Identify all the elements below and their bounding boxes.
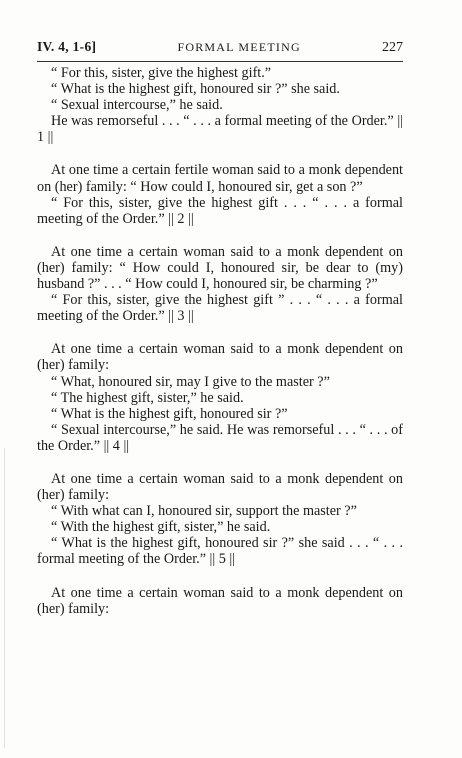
paragraph: At one time a certain woman said to a monk dependent on (her) family: (37, 470, 403, 504)
running-header (37, 38, 403, 57)
paragraph: “ What, honoured sir, may I give to the master ?” (51, 373, 330, 390)
paragraph: At one time a certain woman said to a monk dependent on (her) family: (37, 584, 403, 617)
paragraph: He was remorseful . . . “ . . . a formal meeting of the Order.” || 1 || (37, 113, 403, 146)
paragraph: “ Sexual intercourse,” he said. He was remorseful . . . “ . . . of the Order.” || 4 || (37, 421, 403, 454)
paragraph: At one time a certain woman said to a monk dependent on (her) family: (37, 341, 403, 374)
page (37, 38, 403, 617)
paragraph-gap (37, 324, 403, 341)
header-rule (37, 61, 403, 62)
paragraph: “ With the highest gift, sister,” he said. (51, 519, 271, 536)
paragraph: “ For this, sister, give the highest gift ” . . . “ . . . a formal meeting of the Order.” || 3 || (37, 292, 403, 325)
paragraph-gap (37, 145, 403, 162)
paragraph-gap (37, 454, 403, 471)
paragraph-gap (37, 227, 403, 244)
paragraph: “ For this, sister, give the highest gift.” (51, 65, 272, 81)
paragraph: “ The highest gift, sister,” he said. (51, 389, 244, 406)
paragraph: “ What is the highest gift, honoured sir ?” she said. (51, 81, 340, 98)
paragraph: At one time a certain fertile woman said to a monk dependent on (her) family: “ How could I, honoured sir, get a son ?” (37, 162, 403, 195)
paragraph: “ What is the highest gift, honoured sir ?” she said . . . “ . . . formal meeting of the Order.” || 5 || (37, 535, 403, 568)
paragraph-gap (37, 568, 403, 585)
running-title: FORMAL MEETING (177, 40, 301, 54)
section-reference: IV. 4, 1-6] (37, 39, 97, 54)
page-edge-line (4, 448, 5, 748)
paragraph: “ With what can I, honoured sir, support the master ?” (51, 503, 357, 520)
paragraph: “ For this, sister, give the highest gift . . . “ . . . a formal meeting of the Order.” || 2 || (37, 194, 403, 227)
paragraph: “ Sexual intercourse,” he said. (51, 97, 223, 114)
paragraph: “ What is the highest gift, honoured sir ?” (51, 405, 288, 422)
paragraph: At one time a certain woman said to a monk dependent on (her) family: “ How could I, honoured sir, be dear to (my) husband ?” . . . “ How could I, honoured sir, be charming ?” (37, 243, 403, 293)
page-number: 227 (381, 40, 403, 55)
body-text (37, 65, 403, 617)
